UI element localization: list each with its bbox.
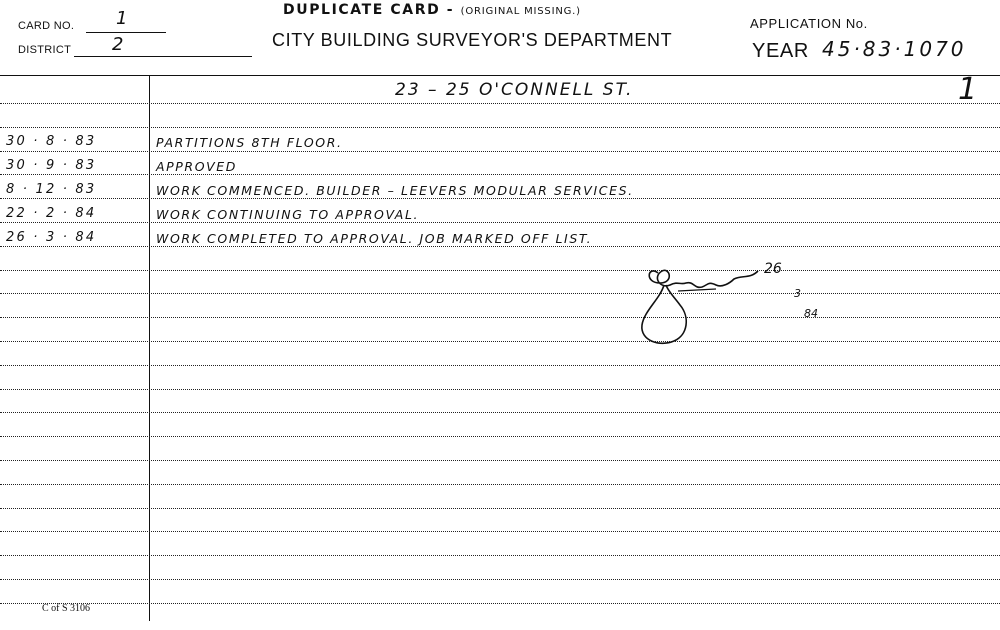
ruled-line xyxy=(0,127,1000,128)
form-number: C of S 3106 xyxy=(42,603,91,614)
entry-text: WORK CONTINUING TO APPROVAL. xyxy=(156,207,420,222)
ruled-line xyxy=(0,531,1000,532)
ruled-line xyxy=(0,174,1000,175)
ruled-line xyxy=(0,365,1000,366)
card-no-label: CARD NO. xyxy=(18,20,75,32)
ruled-line xyxy=(0,151,1000,152)
card-no-underline xyxy=(86,32,166,33)
signature-day: 26 xyxy=(764,261,782,277)
ruled-line xyxy=(0,389,1000,390)
header-rule xyxy=(0,75,1000,76)
district-label: DISTRICT xyxy=(18,44,72,56)
year-label: YEAR xyxy=(752,40,809,62)
original-missing-text: (ORIGINAL MISSING.) xyxy=(460,6,581,17)
date-column-divider xyxy=(149,76,150,621)
card-mark: 1 xyxy=(958,72,978,107)
entry-date: 8 · 12 · 83 xyxy=(6,182,97,197)
application-label: APPLICATION No. xyxy=(750,16,868,31)
department-title: CITY BUILDING SURVEYOR'S DEPARTMENT xyxy=(272,30,673,50)
duplicate-card-text: DUPLICATE CARD - xyxy=(283,2,455,18)
ruled-line xyxy=(0,484,1000,485)
card-no-value: 1 xyxy=(116,8,129,29)
entry-date: 30 · 9 · 83 xyxy=(6,158,97,173)
ruled-line xyxy=(0,198,1000,199)
ruled-line xyxy=(0,603,1000,604)
entry-date: 22 · 2 · 84 xyxy=(6,206,97,221)
duplicate-card-note xyxy=(283,2,581,18)
ruled-line xyxy=(0,579,1000,580)
ruled-line xyxy=(0,293,1000,294)
district-value: 2 xyxy=(112,34,125,55)
ruled-line xyxy=(0,103,1000,104)
property-address: 23 – 25 O'CONNELL ST. xyxy=(395,80,634,100)
district-underline xyxy=(74,56,252,57)
ruled-line xyxy=(0,436,1000,437)
ruled-line xyxy=(0,555,1000,556)
application-number: 45·83·1070 xyxy=(822,37,967,61)
entry-text: APPROVED xyxy=(156,159,238,174)
entry-text: PARTITIONS 8TH FLOOR. xyxy=(156,135,343,150)
ruled-line xyxy=(0,460,1000,461)
ruled-line xyxy=(0,508,1000,509)
signature-month: 3 xyxy=(794,287,801,300)
handwritten-signature xyxy=(630,255,830,355)
ruled-line xyxy=(0,270,1000,271)
ruled-line xyxy=(0,246,1000,247)
entry-text: WORK COMMENCED. BUILDER – LEEVERS MODULAR SERVICES. xyxy=(156,183,634,198)
entry-date: 26 · 3 · 84 xyxy=(6,230,97,245)
ruled-line xyxy=(0,341,1000,342)
ruled-line xyxy=(0,317,1000,318)
entry-date: 30 · 8 · 83 xyxy=(6,134,97,149)
ruled-line xyxy=(0,222,1000,223)
signature-year: 84 xyxy=(804,307,818,320)
entry-text: WORK COMPLETED TO APPROVAL. JOB MARKED OFF LIST. xyxy=(156,231,593,246)
ruled-line xyxy=(0,412,1000,413)
